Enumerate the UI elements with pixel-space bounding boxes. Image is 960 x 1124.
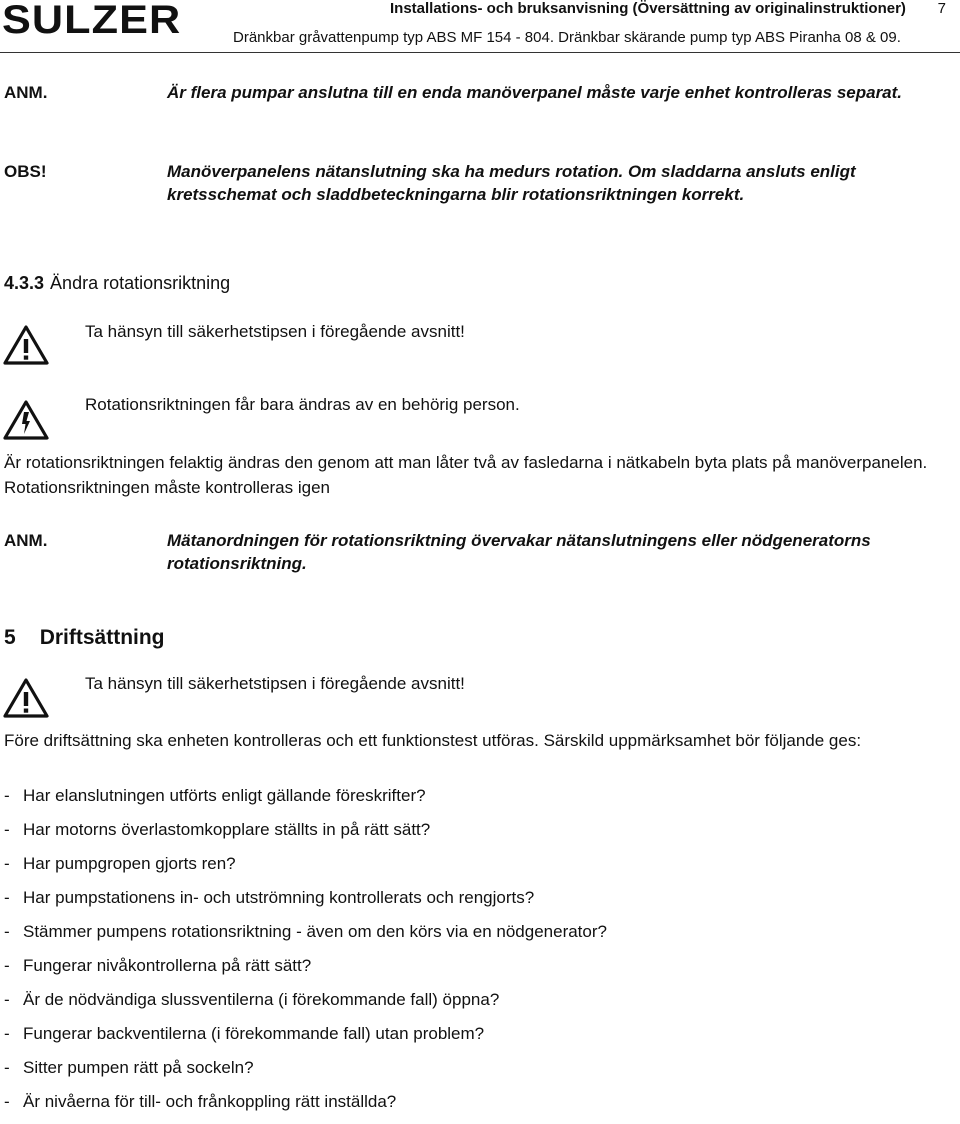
warning-triangle-icon bbox=[2, 324, 50, 366]
electric-hazard-icon bbox=[2, 399, 50, 441]
commissioning-intro-paragraph: Före driftsättning ska enheten kontrolleras och ett funktionstest utföras. Särskild uppmärksamhet bör följande ges: bbox=[4, 731, 862, 750]
note-text-anm-2: Mätanordningen för rotationsriktning övervakar nätanslutningens eller nödgeneratorns rotationsriktning. bbox=[167, 531, 871, 573]
section-number: 5 bbox=[4, 626, 16, 649]
sulzer-logo: SULZER bbox=[2, 0, 182, 42]
list-item: - Sitter pumpen rätt på sockeln? bbox=[4, 1058, 254, 1077]
list-item: - Har elanslutningen utförts enligt gällande föreskrifter? bbox=[4, 786, 426, 805]
list-item: - Fungerar backventilerna (i förekommande fall) utan problem? bbox=[4, 1024, 485, 1043]
rotation-change-paragraph: Är rotationsriktningen felaktig ändras den genom att man låter två av fasledarna i nätkabeln byta plats på manöverpanelen. Rotationsriktningen måste kontrolleras igen bbox=[4, 453, 928, 497]
commissioning-checklist bbox=[4, 784, 607, 1124]
list-item: - Har pumpgropen gjorts ren? bbox=[4, 854, 236, 873]
section-title: Ändra rotationsriktning bbox=[50, 273, 231, 293]
section-heading-4-3-3 bbox=[4, 273, 230, 294]
document-subtitle: Dränkbar gråvattenpump typ ABS MF 154 - 804. Dränkbar skärande pump typ ABS Piranha 08 & 09. bbox=[233, 29, 901, 46]
note-label-anm-2: ANM. bbox=[4, 531, 48, 550]
section-title: Driftsättning bbox=[39, 626, 165, 649]
note-text-obs: Manöverpanelens nätanslutning ska ha medurs rotation. Om sladdarna ansluts enligt kretsschemat och sladdbeteckningarna blir rotationsriktningen korrekt. bbox=[167, 162, 856, 204]
page-number: 7 bbox=[937, 0, 946, 17]
list-item: - Har pumpstationens in- och utströmning kontrollerats och rengjorts? bbox=[4, 888, 535, 907]
safety-reference-text: Ta hänsyn till säkerhetstipsen i föregående avsnitt! bbox=[85, 322, 465, 341]
list-item: - Är nivåerna för till- och frånkoppling rätt inställda? bbox=[4, 1092, 397, 1111]
list-item: - Fungerar nivåkontrollerna på rätt sätt? bbox=[4, 956, 312, 975]
note-label-obs: OBS! bbox=[4, 162, 47, 181]
list-item: - Är de nödvändiga slussventilerna (i förekommande fall) öppna? bbox=[4, 990, 500, 1009]
list-item: - Har motorns överlastomkopplare ställts in på rätt sätt? bbox=[4, 820, 431, 839]
section-number: 4.3.3 bbox=[4, 273, 45, 293]
warning-triangle-icon bbox=[2, 677, 50, 719]
list-item: - Stämmer pumpens rotationsriktning - även om den körs via en nödgenerator? bbox=[4, 922, 607, 941]
safety-reference-text: Ta hänsyn till säkerhetstipsen i föregående avsnitt! bbox=[85, 674, 465, 693]
note-text-anm: Är flera pumpar anslutna till en enda manöverpanel måste varje enhet kontrolleras separat. bbox=[167, 83, 903, 102]
document-title: Installations- och bruksanvisning (Översättning av originalinstruktioner) bbox=[390, 0, 906, 17]
qualified-person-warning-text: Rotationsriktningen får bara ändras av en behörig person. bbox=[85, 395, 520, 414]
section-heading-5 bbox=[4, 626, 165, 650]
header-divider bbox=[0, 52, 960, 53]
note-label-anm: ANM. bbox=[4, 83, 48, 102]
